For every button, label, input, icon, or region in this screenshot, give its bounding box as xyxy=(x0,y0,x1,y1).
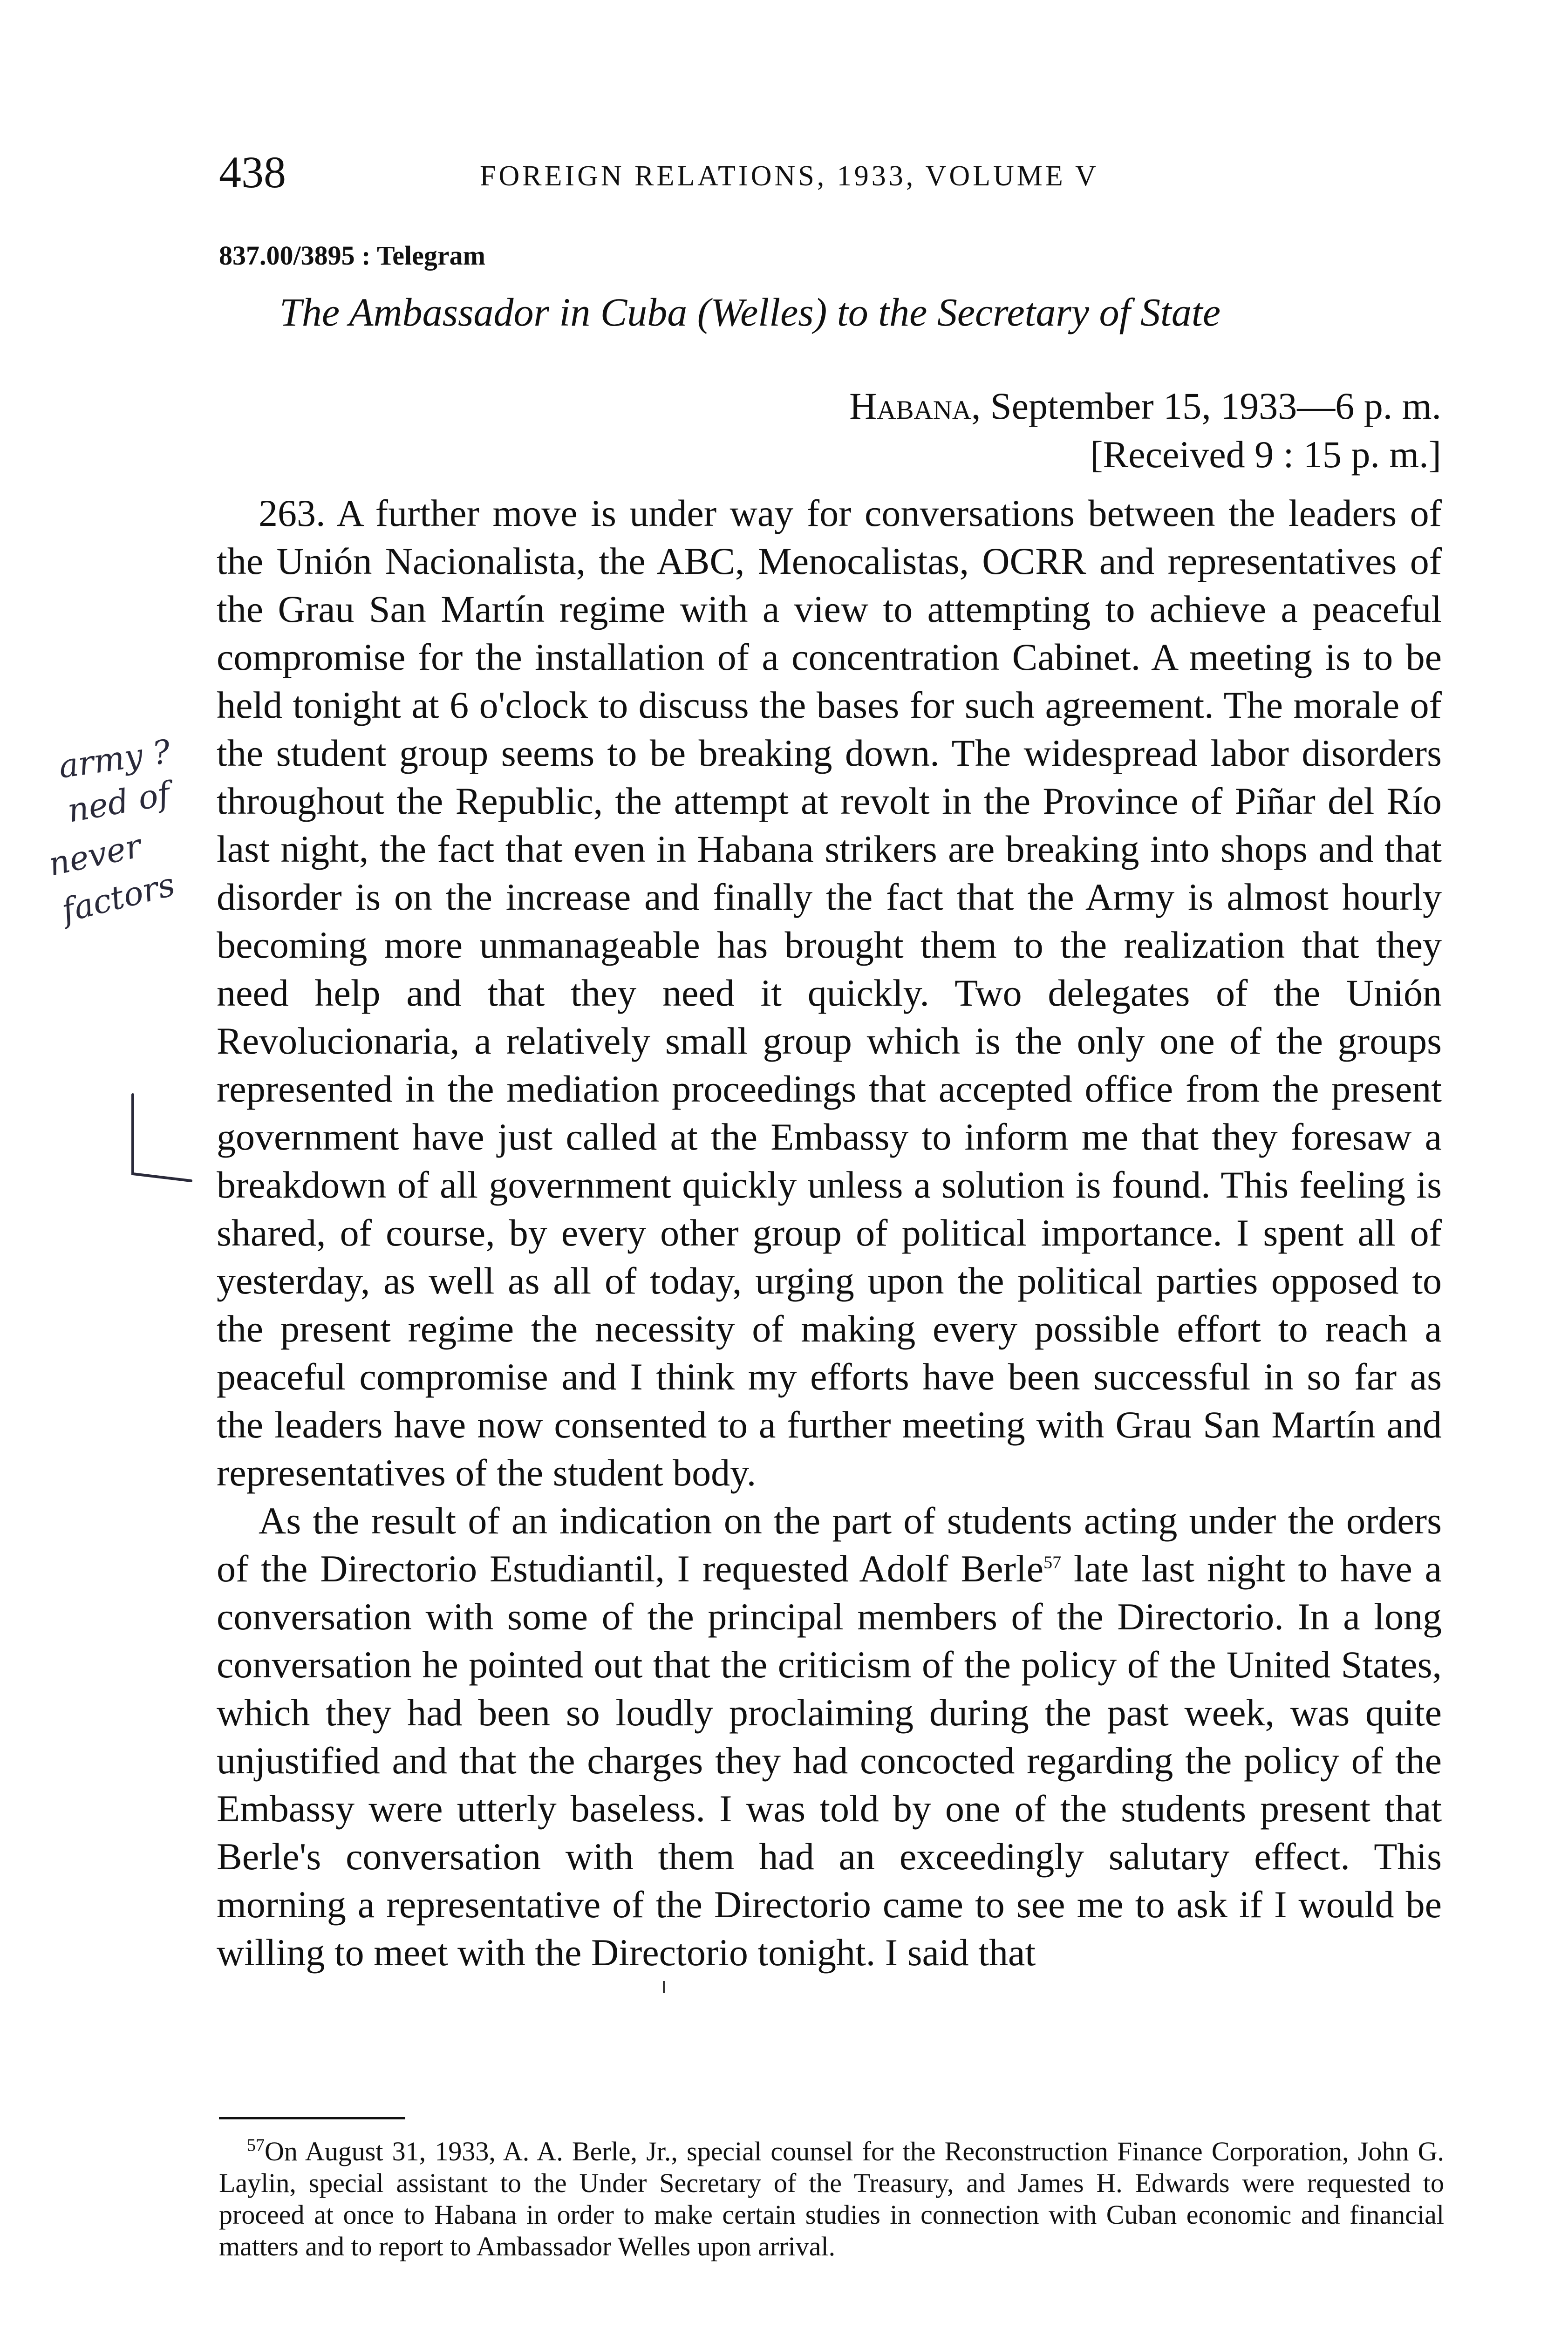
document-heading: The Ambassador in Cuba (Welles) to the Secretary of State xyxy=(280,290,1220,334)
handwritten-note-2: ned of xyxy=(64,774,173,830)
handwriting-drawing xyxy=(51,727,205,1192)
dateline-sent xyxy=(849,382,1441,430)
footnote-rule xyxy=(219,2117,405,2119)
body-paragraph-2-part-1: As the result of an indication on the part of students acting under the orders of the Directorio Estudiantil, I requested Adolf Berle xyxy=(217,1499,1442,1590)
page-number: 438 xyxy=(219,147,286,197)
footnote-text: On August 31, 1933, A. A. Berle, Jr., special counsel for the Reconstruction Finance Corporation, John G. Laylin, special assistant to the Under Secretary of the Treasury, and James H. Edwards were requested to proceed at once to Habana in order to make certain studies in connection with Cuban economic and financial matters and to report to Ambassador Welles upon arrival. xyxy=(219,2136,1444,2261)
document-reference: 837.00/3895 : Telegram xyxy=(219,240,485,271)
scan-speck xyxy=(663,1981,665,1993)
handwritten-bracket xyxy=(133,1095,191,1181)
dateline-date: , September 15, 1933—6 p. m. xyxy=(971,385,1441,427)
running-title: FOREIGN RELATIONS, 1933, VOLUME V xyxy=(480,160,1099,192)
body-paragraph-2 xyxy=(217,1497,1442,1976)
dateline-place: Habana xyxy=(849,385,972,427)
body-paragraph-1: 263. A further move is under way for conversations between the leaders of the Unión Nacionalista, the ABC, Menocalistas, OCRR and representatives of the Grau San Martín regime with a view to attempting to achieve a peaceful compromise for the installation of a concentration Cabinet. A meeting is to be held tonight at 6 o'clock to discuss the bases for such agreement. The morale of the student group seems to be breaking down. The widespread labor disorders throughout the Republic, the attempt at revolt in the Province of Piñar del Río last night, the fact that even in Habana strikers are breaking into shops and that disorder is on the increase and finally the fact that the Army is almost hourly becoming more unmanageable has brought them to the realization that they need help and that they need it quickly. Two delegates of the Unión Revolucionaria, a relatively small group which is the only one of the groups represented in the mediation proceedings that accepted office from the present government have just called at the Embassy to inform me that they foresaw a breakdown of all government quickly unless a solution is found. This feeling is shared, of course, by every other group of political importance. I spent all of yesterday, as well as all of today, urging upon the political parties opposed to the present regime the necessity of making every possible effort to reach a peaceful compromise and I think my efforts have been successful in so far as the leaders have now consented to a further meeting with Grau San Martín and representatives of the student body. xyxy=(217,492,1442,1494)
footnote-marker: 57 xyxy=(247,2135,265,2155)
telegram-body xyxy=(217,489,1442,1976)
handwritten-note-4: factors xyxy=(58,865,179,930)
footnote xyxy=(219,2136,1444,2262)
handwritten-margin-notes xyxy=(51,727,205,1192)
running-head xyxy=(219,140,1439,205)
dateline xyxy=(849,382,1441,479)
handwritten-note-3: never xyxy=(51,826,145,884)
body-paragraph-2-part-2: late last night to have a conversation with some of the principal members of the Directorio. In a long conversation he pointed out that the criticism of the policy of the United States, which they had been so loudly proclaiming during the past week, was quite unjustified and that the charges they had concocted regarding the policy of the Embassy were utterly baseless. I was told by one of the students present that Berle's conversation with them had an exceedingly salutary effect. This morning a representative of the Directorio came to see me to ask if I would be willing to meet with the Directorio tonight. I said that xyxy=(217,1547,1442,1974)
handwritten-note-1: army ? xyxy=(56,732,173,786)
footnote-reference[interactable]: 57 xyxy=(1043,1553,1062,1573)
received-time: [Received 9 : 15 p. m.] xyxy=(1090,433,1441,476)
